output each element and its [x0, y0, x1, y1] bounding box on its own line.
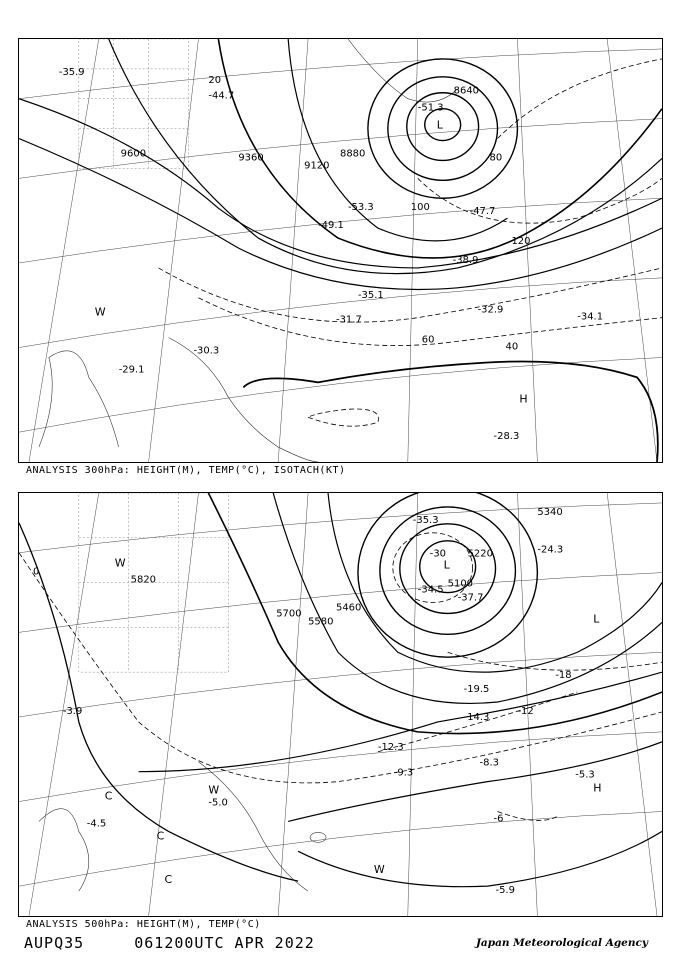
warm-center: W — [373, 863, 385, 877]
contour-label: 8880 — [340, 148, 366, 160]
contour-label: 5100 — [447, 578, 474, 590]
svg-text:-30.3: -30.3 — [193, 345, 220, 357]
svg-text:-47.7: -47.7 — [469, 206, 496, 218]
contour-label: 5700 — [276, 608, 302, 620]
contour-label: 5460 — [336, 602, 362, 614]
isotherm-label: -30 — [429, 548, 447, 560]
contour-label: 9600 — [120, 148, 147, 160]
isotherm-label: -12 — [517, 705, 534, 717]
svg-text:-5.9: -5.9 — [495, 885, 515, 897]
contour-label: 5580 — [308, 616, 334, 628]
isotach-label: 20 — [208, 74, 222, 86]
low-center: L — [443, 558, 450, 572]
svg-text:-37.7: -37.7 — [457, 592, 484, 604]
contour-label: 5220 — [467, 548, 493, 560]
isotachs — [159, 59, 662, 426]
svg-text:-34.5: -34.5 — [417, 584, 444, 596]
isotach-label: 40 — [505, 341, 519, 353]
contour-label: 9360 — [238, 152, 264, 164]
svg-text:-31.7: -31.7 — [336, 314, 362, 326]
svg-text:-32.9: -32.9 — [477, 304, 504, 316]
svg-text:-3.9: -3.9 — [62, 705, 83, 717]
svg-text:-28.3: -28.3 — [493, 431, 520, 443]
svg-text:-19.5: -19.5 — [463, 684, 490, 696]
isotherm-label: -6 — [493, 813, 504, 825]
svg-text:-5.0: -5.0 — [208, 797, 228, 809]
contour-label: 8640 — [453, 85, 480, 97]
warm-center: W — [114, 556, 126, 570]
chart-id-and-time — [24, 934, 315, 952]
height-contours — [19, 39, 662, 462]
svg-text:-49.1: -49.1 — [318, 220, 344, 232]
svg-text:-4.5: -4.5 — [86, 818, 107, 830]
svg-text:-14.3: -14.3 — [463, 711, 490, 723]
svg-text:-29.1: -29.1 — [118, 364, 145, 376]
svg-text:-34.1: -34.1 — [577, 311, 604, 323]
chart-300hpa — [18, 38, 663, 463]
svg-text:-35.3: -35.3 — [412, 514, 439, 526]
isotach-label: 120 — [511, 236, 531, 248]
contour-label: 9120 — [304, 160, 330, 172]
high-center: H — [519, 392, 528, 406]
isotach-label: 60 — [421, 334, 435, 346]
svg-text:-5.3: -5.3 — [575, 769, 595, 781]
chart-500hpa — [18, 492, 663, 917]
isotherm-label: -18 — [555, 670, 572, 682]
svg-text:-8.3: -8.3 — [479, 757, 500, 769]
contour-label: 5340 — [537, 506, 563, 518]
warm-center: W — [208, 783, 220, 797]
svg-text:-53.3: -53.3 — [347, 202, 374, 214]
svg-text:-35.1: -35.1 — [357, 289, 384, 301]
svg-text:-12.3: -12.3 — [377, 741, 404, 753]
isotach-label: 80 — [489, 152, 503, 164]
latlon-grid — [19, 39, 662, 462]
chart-code: AUPQ35 — [24, 934, 85, 952]
agency-credit: Japan Meteorological Agency — [475, 937, 648, 949]
isotach-label: 100 — [410, 202, 430, 214]
svg-text:-44.7: -44.7 — [208, 90, 235, 102]
svg-text:-9.3: -9.3 — [393, 767, 414, 779]
cold-center: C — [164, 873, 173, 887]
svg-text:-24.3: -24.3 — [537, 544, 564, 556]
cold-center: C — [156, 829, 165, 843]
panel-caption-500hpa: ANALYSIS 500hPa: HEIGHT(M), TEMP(°C) — [26, 919, 261, 930]
contour-label: 5820 — [130, 574, 157, 586]
map-300hpa-canvas — [19, 39, 662, 462]
map-500hpa-canvas — [19, 493, 662, 916]
svg-text:-35.9: -35.9 — [58, 66, 85, 78]
coastlines — [39, 762, 326, 891]
height-contours — [19, 493, 662, 887]
svg-text:-38.9: -38.9 — [452, 254, 479, 266]
cold-center: C — [104, 789, 113, 803]
panel-caption-300hpa: ANALYSIS 300hPa: HEIGHT(M), TEMP(°C), ISOTACH(KT) — [26, 465, 346, 476]
high-center: H — [593, 781, 602, 795]
valid-datetime: 061200UTC APR 2022 — [134, 934, 315, 952]
isotherm-label: 0 — [32, 566, 40, 578]
low-center: L — [436, 118, 443, 132]
warm-center: W — [94, 305, 106, 319]
svg-text:-51.3: -51.3 — [417, 102, 444, 114]
low-center: L — [593, 612, 600, 626]
